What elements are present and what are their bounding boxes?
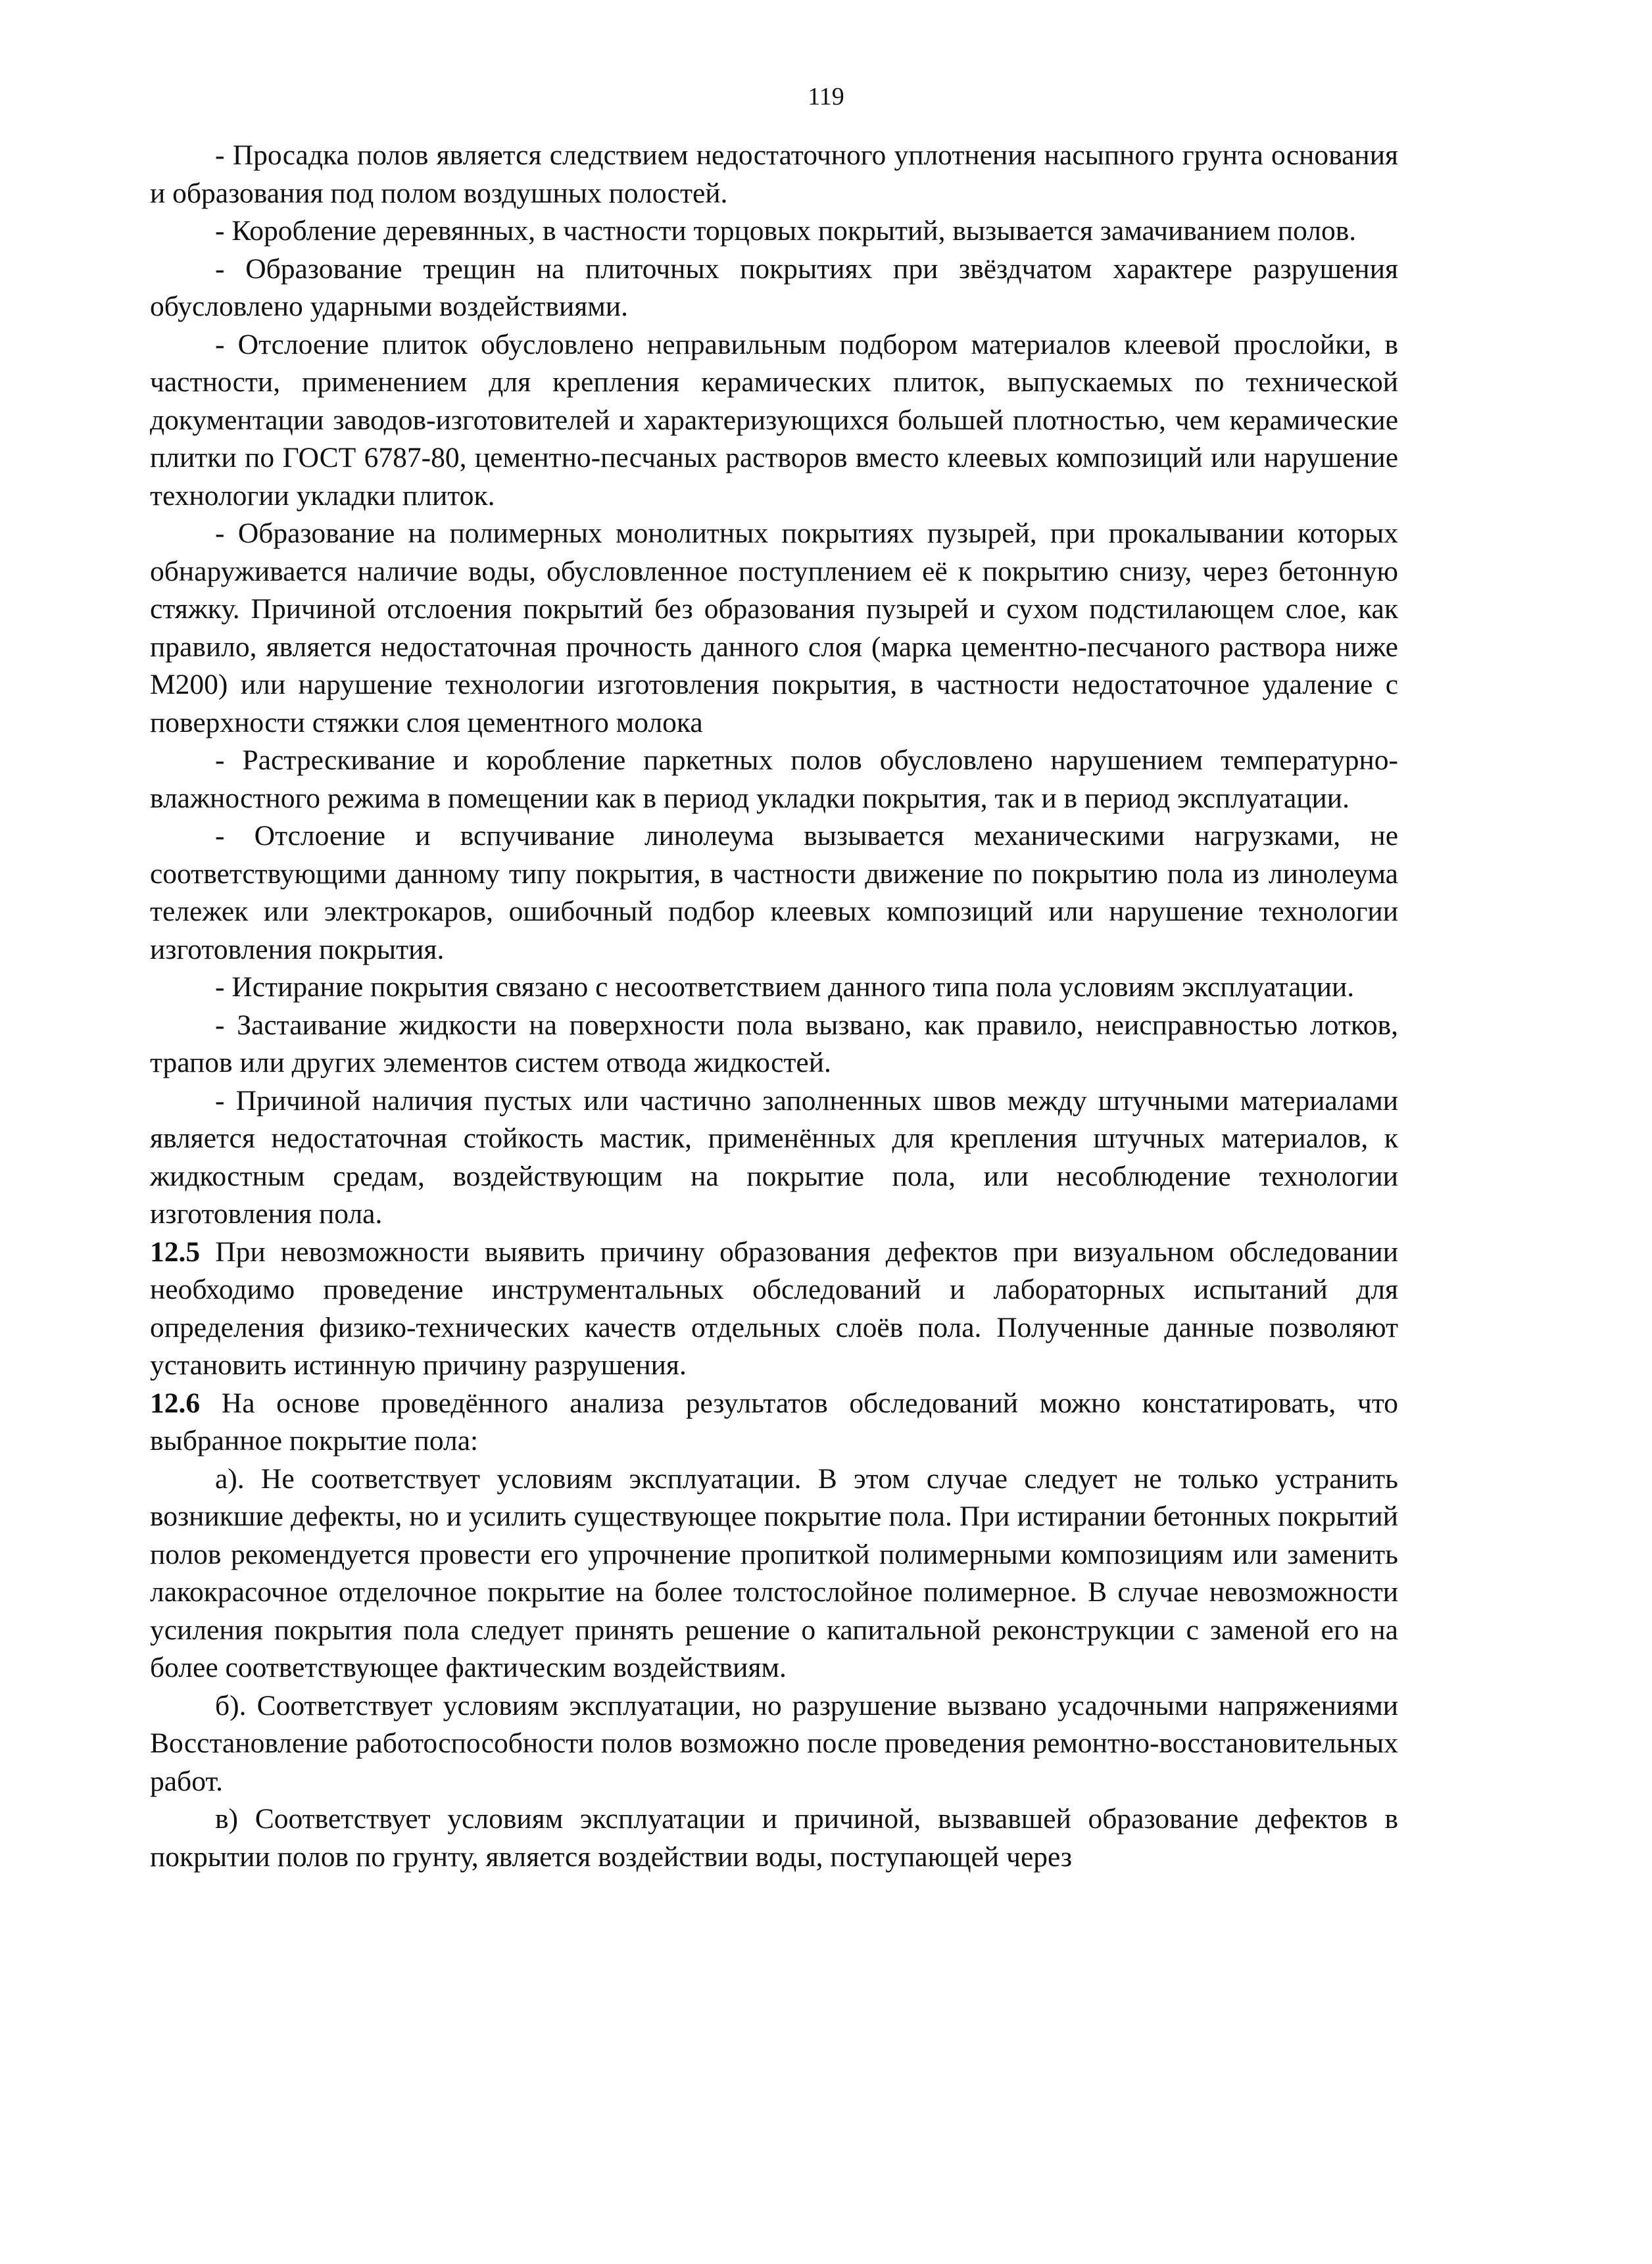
paragraph-linoleum-peeling: - Отслоение и вспучивание линолеума вызывается механическими нагрузками, не соответствующими данному типу покрытия, в частности движение по покрытию пола из линолеума тележек или электрокаров, ошибочный подбор клеевых композиций или нарушение технологии изготовления покрытия. <box>150 820 1398 965</box>
paragraph-tile-cracks: - Образование трещин на плиточных покрытиях при звёздчатом характере разрушения обусловлено ударными воздействиями. <box>150 253 1398 322</box>
paragraph-liquid-stagnation: - Застаивание жидкости на поверхности пола вызвано, как правило, неисправностью лотков, трапов или других элементов систем отвода жидкостей. <box>150 1009 1398 1078</box>
section-12-5 <box>150 1234 1398 1385</box>
page-body <box>150 137 1398 1876</box>
paragraph-tile-peeling: - Отслоение плиток обусловлено неправильным подбором материалов клеевой прослойки, в частности, применением для крепления керамических плиток, выпускаемых по технической документации заводов-изготовителей и характеризующихся большей плотностью, чем керамические плитки по ГОСТ 6787-80, цементно-песчаных растворов вместо клеевых композиций или нарушение технологии укладки плиток. <box>150 328 1398 512</box>
section-12-6 <box>150 1385 1398 1460</box>
list-item-v: в) Соответствует условиям эксплуатации и причиной, вызвавшей образование дефектов в покрытии полов по грунту, является воздействии воды, поступающей через <box>150 1803 1398 1873</box>
page-number: 119 <box>808 83 844 110</box>
list-item-b: б). Соответствует условиям эксплуатации, но разрушение вызвано усадочными напряжениями Восстановление работоспособности полов возможно после проведения ремонтно-восстановительных работ. <box>150 1689 1398 1797</box>
list-item-a: а). Не соответствует условиям эксплуатации. В этом случае следует не только устранить возникшие дефекты, но и усилить существующее покрытие пола. При истирании бетонных покрытий полов рекомендуется провести его упрочнение пропиткой полимерными композициям или заменить лакокрасочное отделочное покрытие на более толстослойное полимерное. В случае невозможности усиления покрытия пола следует принять решение о капитальной реконструкции с заменой его на более соответствующее фактическим воздействиям. <box>150 1462 1398 1683</box>
section-number: 12.5 <box>150 1236 201 1268</box>
paragraph-polymer-bubbles: - Образование на полимерных монолитных покрытиях пузырей, при прокалывании которых обнаруживается наличие воды, обусловленное поступлением её к покрытию снизу, через бетонную стяжку. Причиной отслоения покрытий без образования пузырей и сухом подстилающем слое, как правило, является недостаточная прочность данного слоя (марка цементно-песчаного раствора ниже М200) или нарушение технологии изготовления покрытия, в частности недостаточное удаление с поверхности стяжки слоя цементного молока <box>150 518 1398 738</box>
paragraph-abrasion: - Истирание покрытия связано с несоответствием данного типа пола условиям эксплуатации. <box>215 971 1355 1003</box>
section-text: На основе проведённого анализа результатов обследований можно констатировать, что выбранное покрытие пола: <box>150 1387 1398 1457</box>
paragraph-wood-warping: - Коробление деревянных, в частности торцовых покрытий, вызывается замачиванием полов. <box>215 215 1357 247</box>
paragraph-floor-subsidence: - Просадка полов является следствием недостаточного уплотнения насыпного грунта основания и образования под полом воздушных полостей. <box>150 139 1398 209</box>
section-text: При невозможности выявить причину образования дефектов при визуальном обследовании необходимо проведение инструментальных обследований и лабораторных испытаний для определения физико-технических качеств отдельных слоёв пола. Полученные данные позволяют установить истинную причину разрушения. <box>150 1236 1398 1381</box>
paragraph-empty-seams: - Причиной наличия пустых или частично заполненных швов между штучными материалами является недостаточная стойкость мастик, применённых для крепления штучных материалов, к жидкостным средам, воздействующим на покрытие пола, или несоблюдение технологии изготовления пола. <box>150 1084 1398 1230</box>
paragraph-parquet-cracking: - Растрескивание и коробление паркетных полов обусловлено нарушением температурно-влажностного режима в помещении как в период укладки покрытия, так и в период эксплуатации. <box>150 744 1398 814</box>
section-number: 12.6 <box>150 1387 201 1419</box>
